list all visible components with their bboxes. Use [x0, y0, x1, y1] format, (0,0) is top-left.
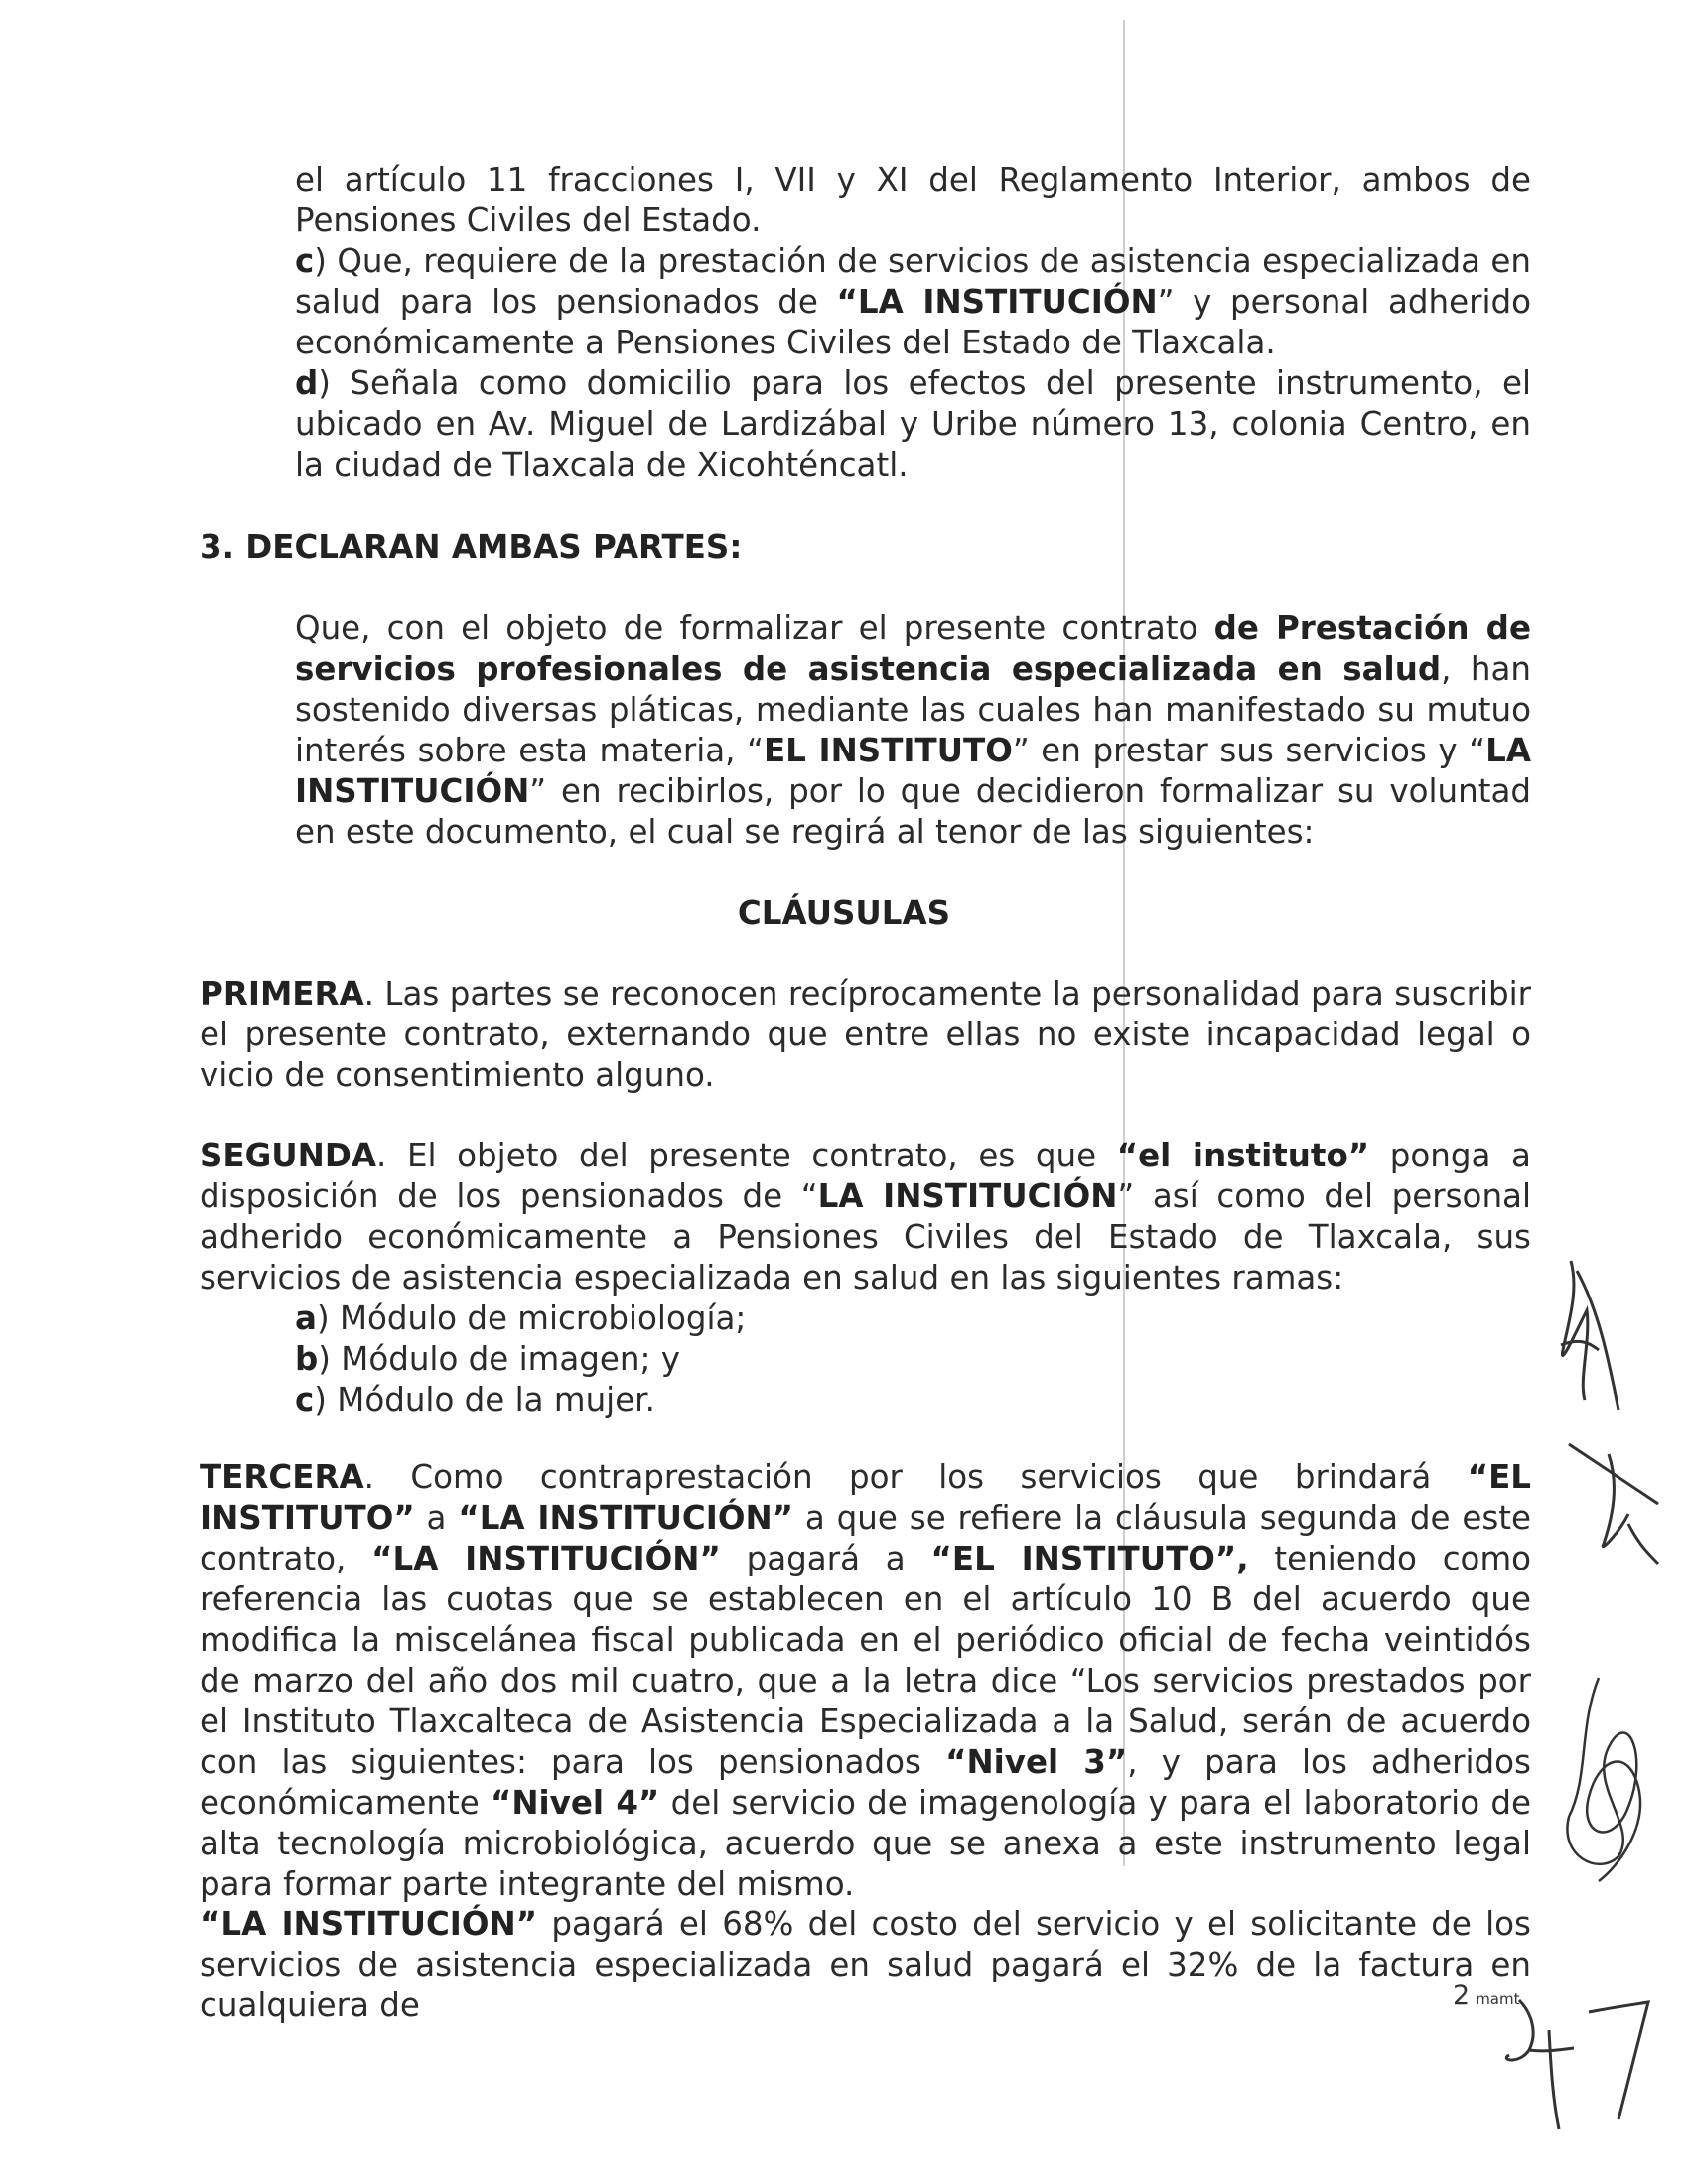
payment-paragraph: “LA INSTITUCIÓN” pagará el 68% del costo del servicio y el solicitante de los servicios de asistencia especializada en salud pagará el 32% de la factura en cualquiera de: [200, 1905, 1531, 2024]
signature-initial-1: [1549, 1251, 1628, 1420]
page-number: 2 mamt: [1453, 1980, 1520, 2011]
signature-initial-2: [1559, 1434, 1668, 1573]
clause-primera: PRIMERA. Las partes se reconocen recíprocamente la personalidad para suscribir el presente contrato, externando que entre ellas no existe incapacidad legal o vicio de consentimiento alguno.: [200, 975, 1531, 1094]
footer-initials: mamt: [1476, 1990, 1520, 2008]
list-item: a) Módulo de microbiología;: [295, 1299, 747, 1337]
handwritten-annotation: [1489, 1990, 1658, 2149]
clause-segunda: SEGUNDA. El objeto del presente contrato, es que “el instituto” ponga a disposición de los pensionados de “LA INSTITUCIÓN” así como del personal adherido económicamente a Pensiones Civiles del Estado de Tlaxcala, sus servicios de asistencia especializada en salud en las siguientes ramas:: [200, 1137, 1531, 1297]
declaration-d: d) Señala como domicilio para los efectos del presente instrumento, el ubicado en Av. Miguel de Lardizábal y Uribe número 13, colonia Centro, en la ciudad de Tlaxcala de Xicohténcatl.: [295, 364, 1531, 483]
clausulas-heading: CLÁUSULAS: [737, 894, 951, 932]
segunda-branch-list: [295, 1298, 1089, 1421]
declaration-paragraph: Que, con el objeto de formalizar el presente contrato de Prestación de servicios profesionales de asistencia especializada en salud, han sostenido diversas pláticas, mediante las cuales han manifestado su mutuo interés sobre esta materia, “EL INSTITUTO” en prestar sus servicios y “LA INSTITUCIÓN” en recibirlos, por lo que decidieron formalizar su voluntad en este documento, el cual se regirá al tenor de las siguientes:: [295, 610, 1531, 851]
section-3-heading: 3. DECLARAN AMBAS PARTES:: [200, 528, 743, 566]
clause-tercera: TERCERA. Como contraprestación por los servicios que brindará “EL INSTITUTO” a “LA INSTITUCIÓN” a que se refiere la cláusula segunda de este contrato, “LA INSTITUCIÓN” pagará a “EL INSTITUTO”, teniendo como referencia las cuotas que se establecen en el artículo 10 B del acuerdo que modifica la miscelánea fiscal publicada en el periódico oficial de fecha veintidós de marzo del año dos mil cuatro, que a la letra dice “Los servicios prestados por el Instituto Tlaxcalteca de Asistencia Especializada a la Salud, serán de acuerdo con las siguientes: para los pensionados “Nivel 3”, y para los adheridos económicamente “Nivel 4” del servicio de imagenología y para el laboratorio de alta tecnología microbiológica, acuerdo que se anexa a este instrumento legal para formar parte integrante del mismo.: [200, 1458, 1531, 1903]
list-item: c) Módulo de la mujer.: [295, 1381, 655, 1419]
declaration-c: c) Que, requiere de la prestación de servicios de asistencia especializada en salud para los pensionados de “LA INSTITUCIÓN” y personal adherido económicamente a Pensiones Civiles del Estado de Tlaxcala.: [295, 242, 1531, 361]
paragraph-continuation: el artículo 11 fracciones I, VII y XI del Reglamento Interior, ambos de Pensiones Civiles del Estado.: [295, 161, 1531, 239]
list-item: b) Módulo de imagen; y: [295, 1340, 680, 1378]
signature-initial-3: [1559, 1668, 1658, 1896]
